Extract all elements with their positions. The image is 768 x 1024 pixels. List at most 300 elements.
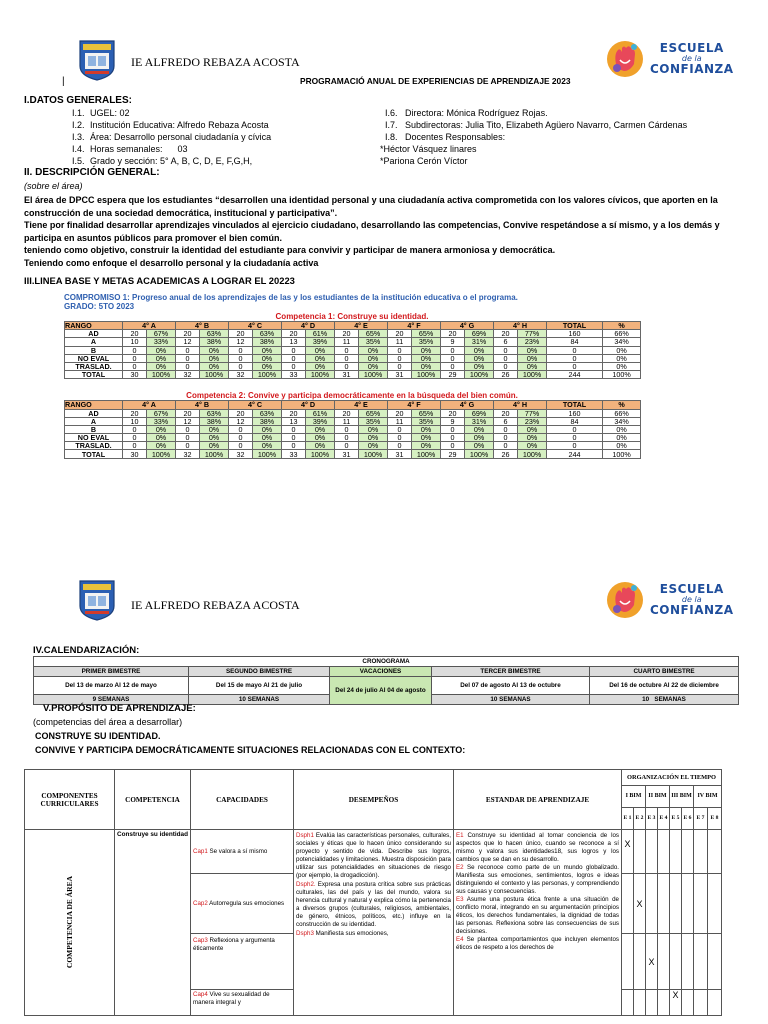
- metas-cell: 0%: [253, 442, 282, 450]
- metas-cell: 20: [176, 330, 200, 338]
- bim-header: I BIM: [622, 786, 646, 808]
- metas-cell: 63%: [253, 409, 282, 417]
- metas-cell: 77%: [518, 330, 547, 338]
- metas-cell: 0: [388, 425, 412, 433]
- metas-cell: 32: [229, 450, 253, 458]
- bimestre-name: SEGUNDO BIMESTRE: [189, 667, 330, 677]
- metas-cell: 31: [388, 371, 412, 379]
- desempeno-3: Dsph3 Manifiesta sus emociones,: [296, 930, 389, 937]
- metas-cell: 13: [282, 417, 306, 425]
- metas-cell: 0: [123, 346, 147, 354]
- metas-cell: 0%: [412, 354, 441, 362]
- metas-cell: 0: [229, 354, 253, 362]
- metas-cell: 12: [176, 338, 200, 346]
- metas-cell: 0%: [253, 354, 282, 362]
- metas-cell: 65%: [412, 409, 441, 417]
- metas-cell: 100%: [518, 371, 547, 379]
- metas-header-cell: 4° D: [282, 401, 335, 409]
- compromiso-text: COMPROMISO 1: Progreso anual de los aprendizajes de las y los estudiantes de la institución educativa o el programa.: [64, 293, 518, 302]
- datos-item: I.7. Subdirectoras: Julia Tito, Elizabeth Agüero Navarro, Carmen Cárdenas: [385, 120, 688, 130]
- metas-cell: 20: [123, 409, 147, 417]
- metas-cell: 0%: [603, 425, 641, 433]
- metas-cell: 0: [547, 442, 603, 450]
- competencia-1-title: Competencia 1: Construye su identidad.: [275, 312, 429, 321]
- metas-cell: 0: [441, 362, 465, 370]
- metas-cell: 66%: [603, 409, 641, 417]
- metas-cell: 0%: [603, 362, 641, 370]
- capacidad-3: Cap3 Reflexiona y argumenta éticamente: [191, 934, 294, 990]
- metas-cell: 34%: [603, 338, 641, 346]
- metas-cell: 0: [494, 362, 518, 370]
- metas-row: [65, 330, 641, 338]
- bimestre-name: PRIMER BIMESTRE: [34, 667, 189, 677]
- escuela-logo: [604, 579, 734, 621]
- descripcion-p1: El área de DPCC espera que los estudiantes “desarrollen una identidad personal y una ciudadanía activa comprometida con los valores cívicos, que aporten en la construcción de una sociedad democrática, institucional y participativa”.: [24, 195, 718, 218]
- metas-cell: 100%: [253, 450, 282, 458]
- metas-cell: 0: [335, 425, 359, 433]
- metas-cell: 38%: [200, 338, 229, 346]
- time-mark-e2: X: [634, 874, 646, 934]
- metas-cell: 0: [388, 442, 412, 450]
- cronograma-table: [33, 656, 739, 705]
- metas-cell: 32: [229, 371, 253, 379]
- metas-cell: 9: [441, 417, 465, 425]
- metas-cell: 0%: [147, 425, 176, 433]
- metas-cell: 33%: [147, 417, 176, 425]
- metas-header-cell: 4° E: [335, 401, 388, 409]
- metas-cell: 0%: [412, 362, 441, 370]
- metas-cell: 0: [176, 434, 200, 442]
- metas-cell: 35%: [359, 417, 388, 425]
- metas-cell: 63%: [200, 330, 229, 338]
- metas-cell: 20: [335, 330, 359, 338]
- school-name: IE ALFREDO REBAZA ACOSTA: [131, 55, 300, 69]
- metas-row: [65, 371, 641, 379]
- bimestre-weeks: 10 SEMANAS: [189, 695, 330, 705]
- metas-cell: 0: [282, 362, 306, 370]
- metas-cell: 100%: [306, 450, 335, 458]
- school-crest-icon: [77, 578, 117, 622]
- datos-item: I.3. Área: Desarrollo personal ciudadanía y cívica: [72, 132, 272, 142]
- proposito-heading: V.PROPÓSITO DE APRENDIZAJE:: [43, 703, 196, 714]
- datos-left-list: [72, 107, 362, 167]
- metas-cell: 100%: [200, 450, 229, 458]
- metas-cell: 31: [335, 371, 359, 379]
- metas-cell: 0: [282, 346, 306, 354]
- bimestre-weeks: 10 SEMANAS: [590, 695, 739, 705]
- metas-cell: 0%: [253, 425, 282, 433]
- e-header: E 4: [658, 808, 670, 830]
- header-desempenos: DESEMPEÑOS: [294, 770, 454, 830]
- rango-label: AD: [65, 330, 123, 338]
- metas-cell: 6: [494, 417, 518, 425]
- metas-cell: 20: [282, 409, 306, 417]
- metas-cell: 0: [335, 354, 359, 362]
- metas-cell: 0%: [465, 354, 494, 362]
- estandar-1: E1 Construye su identidad al tomar conciencia de los aspectos que lo hacen único, cuando se reconoce a sí mismo y valora sus identidades18, sus logros y los cambios que se dan en su desarrollo.: [456, 832, 619, 863]
- bimestre-dates: Del 13 de marzo Al 12 de mayo: [34, 677, 189, 695]
- datos-item: *Héctor Vásquez linares: [380, 144, 477, 154]
- metas-cell: 11: [335, 338, 359, 346]
- rango-label: A: [65, 338, 123, 346]
- metas-cell: 35%: [412, 417, 441, 425]
- calendar-heading: IV.CALENDARIZACIÓN:: [33, 645, 140, 656]
- metas-cell: 0%: [465, 434, 494, 442]
- metas-cell: 0%: [306, 346, 335, 354]
- metas-cell: 0%: [306, 354, 335, 362]
- metas-cell: 0: [494, 425, 518, 433]
- metas-row: [65, 434, 641, 442]
- metas-cell: 0%: [518, 346, 547, 354]
- rango-label: TOTAL: [65, 371, 123, 379]
- proposito-competencia-2: CONVIVE Y PARTICIPA DEMOCRÁTICAMENTE SITUACIONES RELACIONADAS CON EL CONTEXTO:: [35, 745, 466, 755]
- metas-cell: 0: [547, 354, 603, 362]
- datos-item: I.8. Docentes Responsables:: [385, 132, 506, 142]
- metas-cell: 12: [176, 417, 200, 425]
- metas-cell: 77%: [518, 409, 547, 417]
- metas-cell: 0%: [306, 434, 335, 442]
- metas-cell: 0: [388, 362, 412, 370]
- metas-cell: 0: [282, 434, 306, 442]
- metas-cell: 0%: [147, 442, 176, 450]
- rango-label: TOTAL: [65, 450, 123, 458]
- metas-cell: 0%: [147, 346, 176, 354]
- metas-cell: 63%: [253, 330, 282, 338]
- metas-cell: 0: [335, 442, 359, 450]
- metas-cell: 35%: [412, 338, 441, 346]
- metas-cell: 65%: [359, 409, 388, 417]
- capacidad-2: Cap2 Autorregula sus emociones: [191, 874, 294, 934]
- metas-cell: 31%: [465, 338, 494, 346]
- metas-cell: 20: [123, 330, 147, 338]
- bim-header: IV BIM: [694, 786, 722, 808]
- metas-cell: 0%: [147, 362, 176, 370]
- metas-cell: 12: [229, 417, 253, 425]
- datos-heading: I.DATOS GENERALES:: [24, 95, 132, 106]
- metas-header-cell: 4° H: [494, 401, 547, 409]
- metas-cell: 0: [441, 442, 465, 450]
- metas-row: [65, 409, 641, 417]
- metas-cell: 160: [547, 330, 603, 338]
- metas-cell: 0%: [306, 362, 335, 370]
- rango-label: B: [65, 346, 123, 354]
- metas-cell: 0: [123, 425, 147, 433]
- rango-label: TRASLAD.: [65, 362, 123, 370]
- metas-cell: 160: [547, 409, 603, 417]
- metas-cell: 100%: [200, 371, 229, 379]
- escuela-logo: [604, 38, 734, 80]
- header-capacidades: CAPACIDADES: [191, 770, 294, 830]
- e-header: E 3: [646, 808, 658, 830]
- rango-label: AD: [65, 409, 123, 417]
- e-header: E 7: [694, 808, 708, 830]
- rango-label: TRASLAD.: [65, 442, 123, 450]
- metas-cell: 100%: [603, 450, 641, 458]
- metas-header-cell: RANGO: [65, 322, 123, 330]
- metas-cell: 0: [335, 362, 359, 370]
- metas-table-1: [64, 321, 641, 379]
- componente-cell: [25, 830, 115, 1016]
- metas-cell: 0: [547, 362, 603, 370]
- curricular-table: [24, 769, 722, 1016]
- metas-cell: 100%: [359, 450, 388, 458]
- metas-cell: 20: [388, 330, 412, 338]
- metas-cell: 0%: [200, 425, 229, 433]
- metas-cell: 0%: [359, 434, 388, 442]
- metas-cell: 38%: [253, 338, 282, 346]
- metas-cell: 69%: [465, 409, 494, 417]
- metas-cell: 6: [494, 338, 518, 346]
- header-componentes: COMPONENTES CURRICULARES: [25, 770, 115, 830]
- header-estandar: ESTANDAR DE APRENDIZAJE: [454, 770, 622, 830]
- metas-cell: 0%: [465, 346, 494, 354]
- metas-cell: 100%: [465, 371, 494, 379]
- metas-cell: 29: [441, 450, 465, 458]
- metas-cell: 30: [123, 450, 147, 458]
- metas-cell: 0: [494, 442, 518, 450]
- metas-header-cell: %: [603, 322, 641, 330]
- metas-cell: 0: [441, 346, 465, 354]
- metas-row: [65, 338, 641, 346]
- metas-cell: 100%: [465, 450, 494, 458]
- metas-cell: 0%: [359, 354, 388, 362]
- metas-cell: 0: [123, 362, 147, 370]
- metas-cell: 0: [176, 354, 200, 362]
- metas-cell: 0: [441, 434, 465, 442]
- e-header: E 5: [670, 808, 682, 830]
- logo-line-2: de la: [681, 54, 702, 63]
- metas-cell: 0: [123, 434, 147, 442]
- metas-block: [64, 293, 640, 459]
- metas-cell: 0%: [253, 346, 282, 354]
- metas-cell: 100%: [147, 450, 176, 458]
- metas-cell: 65%: [412, 330, 441, 338]
- metas-cell: 100%: [253, 371, 282, 379]
- vacaciones-dates: Del 24 de julio Al 04 de agosto: [330, 677, 432, 705]
- estandar-2: E2 Se reconoce como parte de un mundo globalizado. Manifiesta sus emociones, sentimientos, logros e ideas distinguiendo el contexto y las personas, y comprendiendo sus causas y consecuencias.: [456, 864, 619, 895]
- metas-header-cell: 4° G: [441, 322, 494, 330]
- bimestre-weeks: 10 SEMANAS: [432, 695, 590, 705]
- metas-cell: 61%: [306, 330, 335, 338]
- metas-cell: 9: [441, 338, 465, 346]
- metas-cell: 0%: [518, 442, 547, 450]
- metas-cell: 0%: [465, 425, 494, 433]
- bimestre-dates: Del 16 de octubre Al 22 de diciembre: [590, 677, 739, 695]
- metas-cell: 26: [494, 450, 518, 458]
- metas-cell: 0%: [518, 354, 547, 362]
- metas-cell: 0%: [306, 425, 335, 433]
- metas-cell: 38%: [200, 417, 229, 425]
- metas-cell: 33: [282, 450, 306, 458]
- metas-cell: 0%: [412, 425, 441, 433]
- metas-header-cell: 4° B: [176, 401, 229, 409]
- metas-cell: 13: [282, 338, 306, 346]
- metas-cell: 34%: [603, 417, 641, 425]
- descripcion-body: [24, 194, 740, 269]
- bim-header: III BIM: [670, 786, 694, 808]
- metas-cell: 100%: [603, 371, 641, 379]
- datos-item: I.4. Horas semanales: 03: [72, 144, 188, 154]
- logo-line-3: CONFIANZA: [650, 603, 734, 617]
- metas-cell: 20: [494, 330, 518, 338]
- proposito-sub: (competencias del área a desarrollar): [33, 717, 183, 727]
- metas-cell: 20: [229, 330, 253, 338]
- cronograma-title: CRONOGRAMA: [34, 657, 739, 667]
- desempeno-2: Dsph2. Expresa una postura crítica sobre sus prácticas culturales, las del país y las del mundo, valora su herencia cultural y natural y explica cómo la pertenencia a diversos grupos (culturales, religiosos, ambientales, de género, étnicos, políticos, etc.) influye en la construcción de su identidad.: [296, 881, 451, 928]
- metas-cell: 66%: [603, 330, 641, 338]
- hand-heart-logo-icon: [604, 38, 646, 80]
- metas-cell: 20: [176, 409, 200, 417]
- school-crest-icon: [77, 38, 117, 82]
- text-cursor-marker: |: [62, 76, 65, 87]
- metas-cell: 0%: [465, 442, 494, 450]
- metas-cell: 0: [441, 354, 465, 362]
- metas-cell: 0: [547, 425, 603, 433]
- vertical-label: COMPETENCIA DE ÁREA: [64, 876, 74, 969]
- metas-cell: 0%: [359, 442, 388, 450]
- metas-cell: 100%: [412, 371, 441, 379]
- metas-cell: 67%: [147, 409, 176, 417]
- metas-cell: 0%: [603, 346, 641, 354]
- metas-cell: 100%: [359, 371, 388, 379]
- metas-cell: 20: [494, 409, 518, 417]
- datos-item: I.1. UGEL: 02: [72, 108, 130, 118]
- descripcion-p2: Tiene por finalidad desarrollar aprendizajes vinculados al ejercicio ciudadano, desarrollando las competencias, Convive respetándose a sí mismo, y a los demás y participa en asuntos públicos para promover el bien común.: [24, 220, 720, 243]
- metas-cell: 0%: [253, 362, 282, 370]
- metas-cell: 0%: [200, 346, 229, 354]
- capacidad-4: Cap4 Vive su sexualidad de manera integral y: [191, 990, 294, 1016]
- metas-cell: 67%: [147, 330, 176, 338]
- descripcion-subtitle: (sobre el área): [24, 181, 83, 191]
- header-competencia: COMPETENCIA: [115, 770, 191, 830]
- metas-cell: 0: [282, 442, 306, 450]
- metas-header-cell: 4° F: [388, 322, 441, 330]
- metas-cell: 10: [123, 338, 147, 346]
- proposito-competencia-1: CONSTRUYE SU IDENTIDAD.: [35, 731, 161, 741]
- metas-cell: 0: [282, 354, 306, 362]
- metas-cell: 0: [335, 346, 359, 354]
- descripcion-p3: teniendo como objetivo, construir la identidad del estudiante para convivir y participar de manera armoniosa y democrática.: [24, 245, 556, 255]
- metas-cell: 0%: [200, 362, 229, 370]
- logo-line-1: ESCUELA: [659, 41, 724, 55]
- metas-cell: 20: [282, 330, 306, 338]
- metas-cell: 0: [388, 434, 412, 442]
- time-mark-e1: X: [622, 830, 634, 874]
- metas-cell: 0%: [359, 346, 388, 354]
- vacaciones-name: VACACIONES: [330, 667, 432, 677]
- metas-cell: 69%: [465, 330, 494, 338]
- metas-cell: 100%: [412, 450, 441, 458]
- metas-cell: 100%: [518, 450, 547, 458]
- metas-cell: 0: [282, 425, 306, 433]
- metas-cell: 20: [335, 409, 359, 417]
- metas-row: [65, 442, 641, 450]
- metas-cell: 31: [335, 450, 359, 458]
- datos-item: I.5. Grado y sección: 5° A, B, C, D, E, F,G,H,: [72, 156, 253, 166]
- e-header: E 1: [622, 808, 634, 830]
- metas-header-cell: %: [603, 401, 641, 409]
- datos-right-list: [380, 107, 760, 167]
- metas-cell: 0%: [603, 354, 641, 362]
- metas-header-cell: 4° A: [123, 322, 176, 330]
- metas-cell: 32: [176, 450, 200, 458]
- metas-cell: 31%: [465, 417, 494, 425]
- metas-cell: 0: [123, 354, 147, 362]
- metas-row: [65, 450, 641, 458]
- metas-table-2: [64, 400, 641, 458]
- metas-cell: 0: [229, 362, 253, 370]
- metas-cell: 0%: [200, 354, 229, 362]
- linea-base-heading: III.LINEA BASE Y METAS ACADEMICAS A LOGRAR EL 20223: [24, 275, 295, 286]
- header-organizacion: ORGANIZACIÓN EL TIEMPO: [622, 770, 722, 786]
- metas-header-cell: 4° H: [494, 322, 547, 330]
- metas-cell: 20: [388, 409, 412, 417]
- metas-cell: 0%: [306, 442, 335, 450]
- metas-cell: 20: [441, 330, 465, 338]
- metas-cell: 29: [441, 371, 465, 379]
- bimestre-dates: Del 15 de mayo Al 21 de julio: [189, 677, 330, 695]
- metas-cell: 26: [494, 371, 518, 379]
- metas-cell: 0%: [518, 434, 547, 442]
- bim-header: II BIM: [646, 786, 670, 808]
- metas-header-cell: 4° C: [229, 401, 282, 409]
- e-header: E 2: [634, 808, 646, 830]
- metas-cell: 35%: [359, 338, 388, 346]
- metas-cell: 0%: [253, 434, 282, 442]
- bimestre-name: TERCER BIMESTRE: [432, 667, 590, 677]
- metas-row: [65, 346, 641, 354]
- metas-row: [65, 425, 641, 433]
- metas-row: [65, 354, 641, 362]
- grado-text: GRADO: 5TO 2023: [64, 302, 135, 311]
- metas-cell: 0: [229, 434, 253, 442]
- metas-cell: 0%: [412, 434, 441, 442]
- time-mark-e3: X: [646, 934, 658, 990]
- metas-cell: 0%: [147, 434, 176, 442]
- metas-cell: 20: [441, 409, 465, 417]
- metas-cell: 0: [176, 425, 200, 433]
- metas-cell: 10: [123, 417, 147, 425]
- metas-cell: 0%: [603, 434, 641, 442]
- metas-cell: 0: [494, 434, 518, 442]
- metas-cell: 0%: [518, 362, 547, 370]
- descripcion-heading: II. DESCRIPCIÓN GENERAL:: [24, 167, 160, 178]
- metas-header-cell: 4° C: [229, 322, 282, 330]
- metas-cell: 0%: [147, 354, 176, 362]
- metas-cell: 12: [229, 338, 253, 346]
- logo-line-3: CONFIANZA: [650, 62, 734, 76]
- bimestre-name: CUARTO BIMESTRE: [590, 667, 739, 677]
- rango-label: B: [65, 425, 123, 433]
- metas-cell: 244: [547, 450, 603, 458]
- descripcion-p4: Teniendo como enfoque el desarrollo personal y la ciudadanía activa: [24, 257, 319, 268]
- metas-cell: 38%: [253, 417, 282, 425]
- metas-cell: 84: [547, 417, 603, 425]
- estandar-3: E3 Asume una postura ética frente a una situación de conflicto moral, integrando en su argumentación principios éticos, los derechos fundamentales, la dignidad de todas las personas. Reflexiona sobre las consecuencias de sus decisiones.: [456, 896, 619, 935]
- metas-cell: 0%: [518, 425, 547, 433]
- datos-item: I.6. Directora: Mónica Rodríguez Rojas.: [385, 108, 548, 118]
- e-header: E 6: [682, 808, 694, 830]
- metas-header-cell: 4° E: [335, 322, 388, 330]
- metas-cell: 0: [441, 425, 465, 433]
- metas-cell: 39%: [306, 338, 335, 346]
- metas-cell: 39%: [306, 417, 335, 425]
- rango-label: A: [65, 417, 123, 425]
- metas-cell: 61%: [306, 409, 335, 417]
- metas-cell: 23%: [518, 417, 547, 425]
- metas-cell: 11: [388, 338, 412, 346]
- metas-cell: 0%: [359, 362, 388, 370]
